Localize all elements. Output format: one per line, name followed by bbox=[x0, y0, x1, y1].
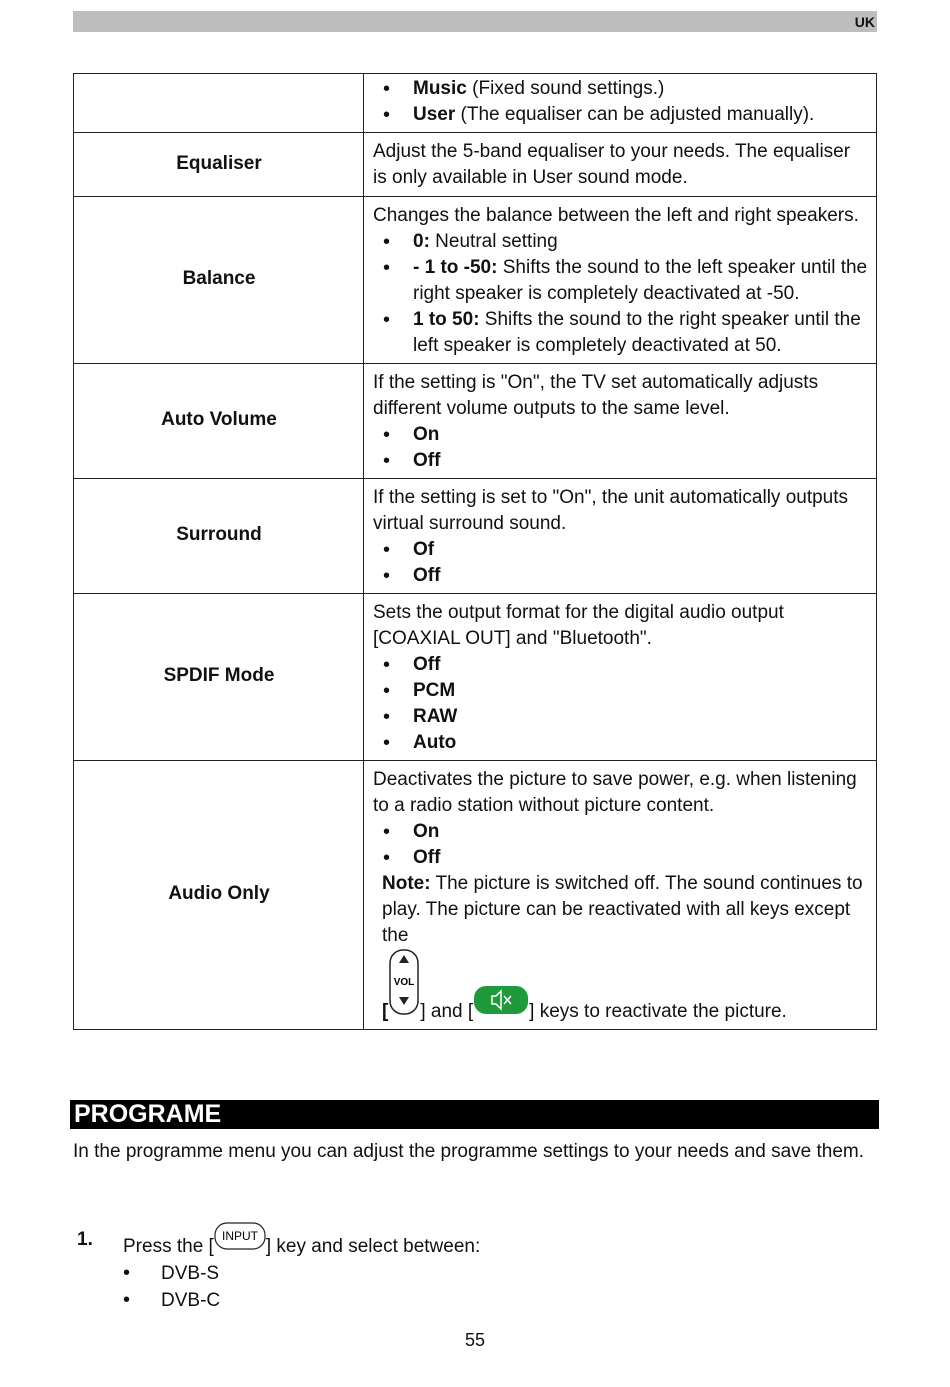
setting-name: Balance bbox=[74, 197, 364, 364]
input-key-icon bbox=[214, 1222, 266, 1260]
step-1 bbox=[77, 1222, 877, 1314]
table-row bbox=[74, 594, 877, 761]
mute-key-icon bbox=[473, 983, 529, 1025]
table-row bbox=[74, 761, 877, 1030]
list-item: • User (The equaliser can be adjusted manually). bbox=[373, 102, 868, 128]
table-row bbox=[74, 364, 877, 479]
list-item: • Off bbox=[373, 563, 868, 589]
setting-description: Deactivates the picture to save power, e.g. when listening to a radio station without picture content. • On • Off Note: The picture is switched off. The sound continues to play. The picture can be reactivated with all keys except the [ VOL ] and [ ] keys to reactivate the picture. bbox=[364, 761, 877, 1030]
setting-description: Adjust the 5-band equaliser to your needs. The equaliser is only available in User sound mode. bbox=[364, 133, 877, 197]
setting-description: Sets the output format for the digital audio output [COAXIAL OUT] and "Bluetooth". • Off • PCM • RAW • Auto bbox=[364, 594, 877, 761]
setting-name: Auto Volume bbox=[74, 364, 364, 479]
sound-settings-table bbox=[73, 73, 877, 1030]
section-intro: In the programme menu you can adjust the programme settings to your needs and save them. bbox=[73, 1141, 865, 1162]
setting-name: Surround bbox=[74, 479, 364, 594]
volume-key-label: VOL bbox=[394, 977, 415, 988]
list-item: • Of bbox=[373, 537, 868, 563]
note-text: Note: The picture is switched off. The sound continues to play. The picture can be reactivated with all keys except the bbox=[382, 873, 863, 946]
section-heading: PROGRAME bbox=[70, 1100, 879, 1129]
list-item: • DVB-S bbox=[77, 1260, 877, 1287]
table-row bbox=[74, 133, 877, 197]
setting-description: If the setting is "On", the TV set automatically adjusts different volume outputs to the same level. • On • Off bbox=[364, 364, 877, 479]
list-item: • 0: Neutral setting bbox=[373, 229, 868, 255]
setting-description bbox=[364, 74, 877, 133]
list-item: • DVB-C bbox=[77, 1287, 877, 1314]
setting-name: Audio Only bbox=[74, 761, 364, 1030]
list-item: • On bbox=[373, 422, 868, 448]
list-item: • Off bbox=[373, 652, 868, 678]
input-key-label: INPUT bbox=[221, 1229, 258, 1243]
list-item: • Music (Fixed sound settings.) bbox=[373, 76, 868, 102]
step-number: 1. bbox=[77, 1229, 93, 1250]
setting-description: If the setting is set to "On", the unit automatically outputs virtual surround sound. • Of • Off bbox=[364, 479, 877, 594]
language-label: UK bbox=[854, 14, 875, 30]
table-row bbox=[74, 479, 877, 594]
setting-name: SPDIF Mode bbox=[74, 594, 364, 761]
list-item: • PCM bbox=[373, 678, 868, 704]
list-item: • Auto bbox=[373, 730, 868, 756]
list-item: • Off bbox=[373, 845, 868, 871]
list-item: • On bbox=[373, 819, 868, 845]
list-item: • 1 to 50: Shifts the sound to the right speaker until the left speaker is completely deactivated at 50. bbox=[373, 307, 868, 359]
setting-name: Equaliser bbox=[74, 133, 364, 197]
list-item: • RAW bbox=[373, 704, 868, 730]
table-row bbox=[74, 74, 877, 133]
setting-name bbox=[74, 74, 364, 133]
step-text: Press the [ INPUT ] key and select between: bbox=[123, 1222, 877, 1260]
setting-description: Changes the balance between the left and right speakers. • 0: Neutral setting • - 1 to -50: Shifts the sound to the left speaker until the right speaker is completely deactivated at -50. • 1 to 50: Shifts the sound to the right speaker until the left speaker is completely deactivated at 50. bbox=[364, 197, 877, 364]
list-item: • Off bbox=[373, 448, 868, 474]
list-item: • - 1 to -50: Shifts the sound to the left speaker until the right speaker is completely deactivated at -50. bbox=[373, 255, 868, 307]
key-instruction: [ VOL ] and [ ] keys to reactivate the picture. bbox=[373, 949, 868, 1025]
page-number: 55 bbox=[464, 1330, 486, 1350]
option-list bbox=[77, 1260, 877, 1314]
table-row bbox=[74, 197, 877, 364]
header-bar bbox=[73, 11, 877, 32]
volume-key-icon bbox=[388, 949, 420, 1025]
